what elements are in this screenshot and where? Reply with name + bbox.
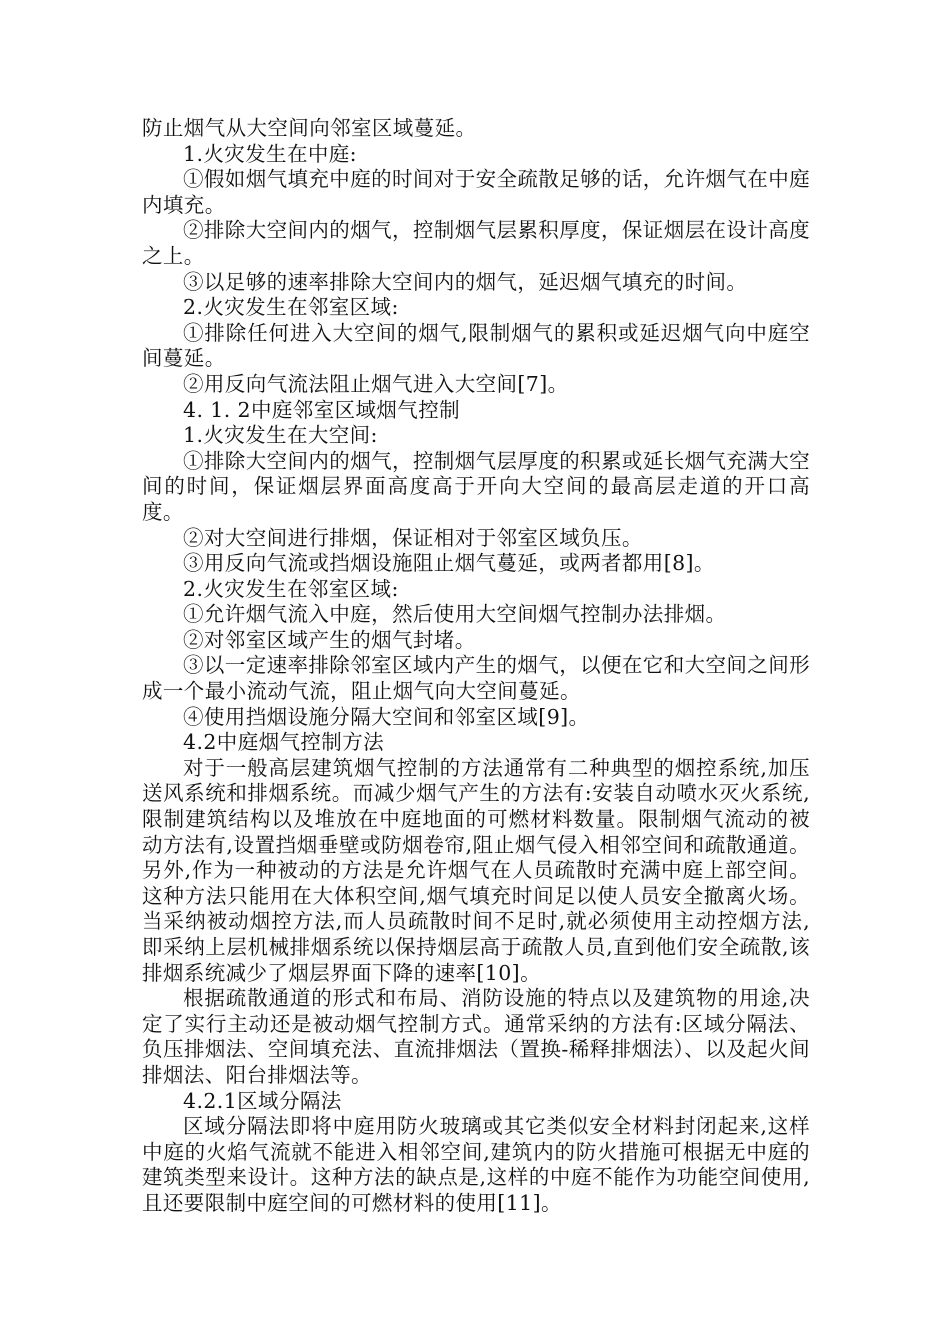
list-item: ①排除任何进入大空间的烟气,限制烟气的累积或延迟烟气向中庭空间蔓延。: [142, 320, 810, 371]
list-item: ①假如烟气填充中庭的时间对于安全疏散足够的话，允许烟气在中庭内填充。: [142, 167, 810, 217]
list-heading: 2.火灾发生在邻室区域:: [183, 576, 399, 601]
paragraph: 区域分隔法即将中庭用防火玻璃或其它类似安全材料封闭起来,这样中庭的火焰气流就不能进入相邻空间,建筑内的防火措施可根据无中庭的建筑类型来设计。这种方法的缺点是,这样的中庭不能作为功能空间使用,且还要限制中庭空间的可燃材料的使用[11]。: [142, 1114, 810, 1215]
list-item: ③以足够的速率排除大空间内的烟气，延迟烟气填充的时间。: [183, 269, 748, 294]
section-heading: 4.2.1区域分隔法: [183, 1088, 342, 1113]
list-item: ①允许烟气流入中庭，然后使用大空间烟气控制办法排烟。: [183, 602, 727, 627]
list-item: ①排除大空间内的烟气，控制烟气层厚度的积累或延长烟气充满大空间的时间，保证烟层界面高度高于开向大空间的最高层走道的开口高度。: [142, 448, 810, 524]
list-item: ③用反向气流或挡烟设施阻止烟气蔓延，或两者都用[8]。: [183, 551, 715, 576]
list-item: ③以一定速率排除邻室区域内产生的烟气，以便在它和大空间之间形成一个最小流动气流，阻止烟气向大空间蔓延。: [142, 653, 810, 704]
list-heading: 1.火灾发生在中庭:: [183, 141, 357, 166]
list-item: ②用反向气流法阻止烟气进入大空间[7]。: [183, 371, 569, 396]
document-page: [142, 116, 810, 1217]
list-heading: 1.火灾发生在大空间:: [183, 423, 378, 448]
paragraph: 对于一般高层建筑烟气控制的方法通常有二种典型的烟控系统,加压送风系统和排烟系统。而减少烟气产生的方法有:安装自动喷水灭火系统,限制建筑结构以及堆放在中庭地面的可燃材料数量。限制烟气流动的被动方法有,设置挡烟垂壁或防烟卷帘,阻止烟气侵入相邻空间和疏散通道。另外,作为一种被动的方法是允许烟气在人员疏散时充满中庭上部空间。这种方法只能用在大体积空间,烟气填充时间足以使人员安全撤离火场。当采纳被动烟控方法,而人员疏散时间不足时,就必须使用主动控烟方法,即采纳上层机械排烟系统以保持烟层高于疏散人员,直到他们安全疏散,该排烟系统减少了烟层界面下降的速率[10]。: [142, 755, 810, 985]
paragraph: 根据疏散通道的形式和布局、消防设施的特点以及建筑物的用途,决定了实行主动还是被动烟气控制方式。通常采纳的方法有:区域分隔法、负压排烟法、空间填充法、直流排烟法（置换-稀释排烟法）、以及起火间排烟法、阳台排烟法等。: [142, 986, 810, 1087]
section-heading: 4. 1. 2中庭邻室区域烟气控制: [183, 397, 460, 422]
list-item: ②排除大空间内的烟气，控制烟气层累积厚度，保证烟层在设计高度之上。: [142, 218, 810, 268]
list-item: ④使用挡烟设施分隔大空间和邻室区域[9]。: [183, 704, 590, 729]
section-heading: 4.2中庭烟气控制方法: [183, 730, 385, 755]
paragraph: 防止烟气从大空间向邻室区域蔓延。: [142, 116, 477, 140]
list-item: ②对邻室区域产生的烟气封堵。: [183, 627, 476, 652]
list-item: ②对大空间进行排烟，保证相对于邻室区域负压。: [183, 525, 643, 550]
list-heading: 2.火灾发生在邻室区域:: [183, 295, 399, 320]
